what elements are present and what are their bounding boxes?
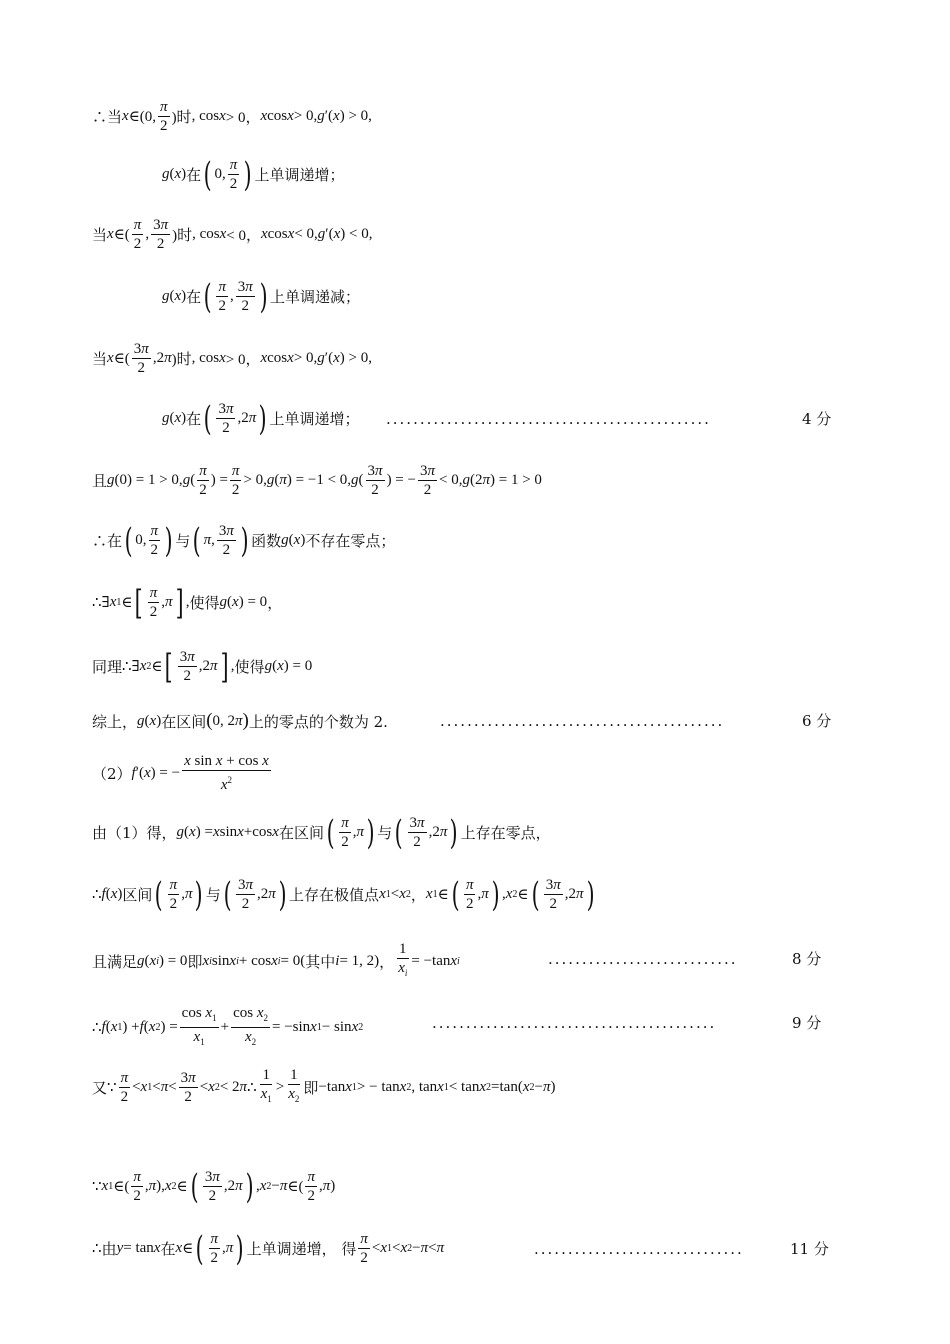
proof-line-11: 综上， g ( x ) 在区间 ( 0, 2 π ) 上的零点的个数为 2. (92, 710, 388, 731)
leader-dots: ............................... (534, 1240, 744, 1258)
proof-line-4: g ( x ) 在 ( $\frac{\pi}{2}$ , $\frac{3\pi}{2}$ ) 上单调递减； (162, 276, 361, 317)
score-label: 11 分 (790, 1240, 829, 1258)
proof-line-3: 当 x ∈( $\frac{\pi}{2}$ , $\frac{3\pi}{2}$ )时 , cos x < 0， x cos x < 0, g ′( x ) < 0, (92, 217, 373, 252)
proof-line-14: ∴ f ( x ) 区间 ( $\frac{\pi}{2}$ , π ) 与 ( $\frac{3\pi}{2}$ ,2 π ) 上存在极值点 x 1 < x 2 ， x 1 ∈ ( $\frac{\pi}{2}$ , π ) , x 2 ∈ ( $\frac{3\pi}{2}$ ,2 π ) (92, 874, 595, 915)
proof-line-18: ∵ x 1 ∈( $\frac{\pi}{2}$ , π ), x 2 ∈ ( $\frac{3\pi}{2}$ ,2 π ) , x 2 − π ∈( $\frac{\pi}{2}$ , π ) (92, 1166, 336, 1207)
proof-line-15: 且满足 g ( x i ) = 0 即 x i sin x i + cos x i = 0( 其中 i = 1, 2) ， $\frac{1}{x_i}$ = −tan x i (92, 941, 460, 978)
leader-dots: .......................................... (432, 1014, 717, 1032)
score-label: 9 分 (792, 1014, 822, 1032)
proof-line-9: ∴∃ x 1 ∈ [ $\frac{\pi}{2}$ , π ] , 使得 g ( x ) = 0 ， (92, 582, 283, 623)
proof-line-17: 又 ∵ $\frac{\pi}{2}$ < x 1 < π < $\frac{3\pi}{2}$ < x 2 < 2 π ∴ $\frac{1}{x_1}$ > $\frac{1}{x_2}$ 即 −tan x 1 > − tan x 2 , tan x 1 < tan x 2 =tan( x 2 − π ) (92, 1067, 556, 1105)
proof-line-19: ∴ 由 y = tan x 在 x ∈ ( $\frac{\pi}{2}$ , π ) 上单调递增， 得 $\frac{\pi}{2}$ < x 1 < x 2 − π < π (92, 1228, 445, 1269)
proof-line-8: ∴在 ( 0, $\frac{\pi}{2}$ ) 与 ( π , $\frac{3\pi}{2}$ ) 函数 g ( x ) 不存在零点； (92, 520, 396, 561)
leader-dots: ................................................ (386, 410, 711, 428)
proof-line-16: ∴ f ( x 1 ) + f ( x 2 ) = $\frac{\cos x_1}{x_1}$ + $\frac{\cos x_2}{x_2}$ = −sin x 1 − sin x 2 (92, 1005, 364, 1047)
leader-dots: .......................................... (440, 712, 725, 730)
proof-line-13: 由（1）得， g ( x ) = x sin x +cos x 在区间 ( $\frac{\pi}{2}$ , π ) 与 ( $\frac{3\pi}{2}$ ,2 π ) 上存在零点， (92, 812, 551, 853)
score-label: 4 分 (802, 410, 832, 428)
proof-line-7: 且 g (0) = 1 > 0, g ( $\frac{\pi}{2}$ ) = $\frac{\pi}{2}$ > 0, g ( π ) = −1 < 0, g ( $\frac{3\pi}{2}$ ) = − $\frac{3\pi}{2}$ < 0, g (2 π ) = 1 > 0 (92, 463, 542, 498)
proof-line-12: （2） f ′( x ) = − $\frac{\text{x sin x + cos x}}{x^2}$ (92, 753, 269, 793)
leader-dots: ............................ (548, 950, 738, 968)
proof-line-6: g ( x ) 在 ( $\frac{3\pi}{2}$ ,2 π ) 上单调递增； (162, 398, 360, 439)
score-label: 8 分 (792, 950, 822, 968)
proof-line-2: g ( x ) 在 ( 0, $\frac{\pi}{2}$ ) 上单调递增； (162, 154, 345, 195)
proof-line-1: ∴当 x ∈(0, $\frac{\pi}{2}$ )时 , cos x > 0， x cos x > 0, g ′( x ) > 0, (92, 99, 372, 134)
score-label: 6 分 (802, 712, 832, 730)
proof-line-10: 同理 ∴∃ x 2 ∈ [ $\frac{3\pi}{2}$ ,2 π ] , 使得 g ( x ) = 0 (92, 646, 313, 687)
proof-line-5: 当 x ∈( $\frac{3\pi}{2}$ ,2 π )时 , cos x > 0， x cos x > 0, g ′( x ) > 0, (92, 341, 372, 376)
